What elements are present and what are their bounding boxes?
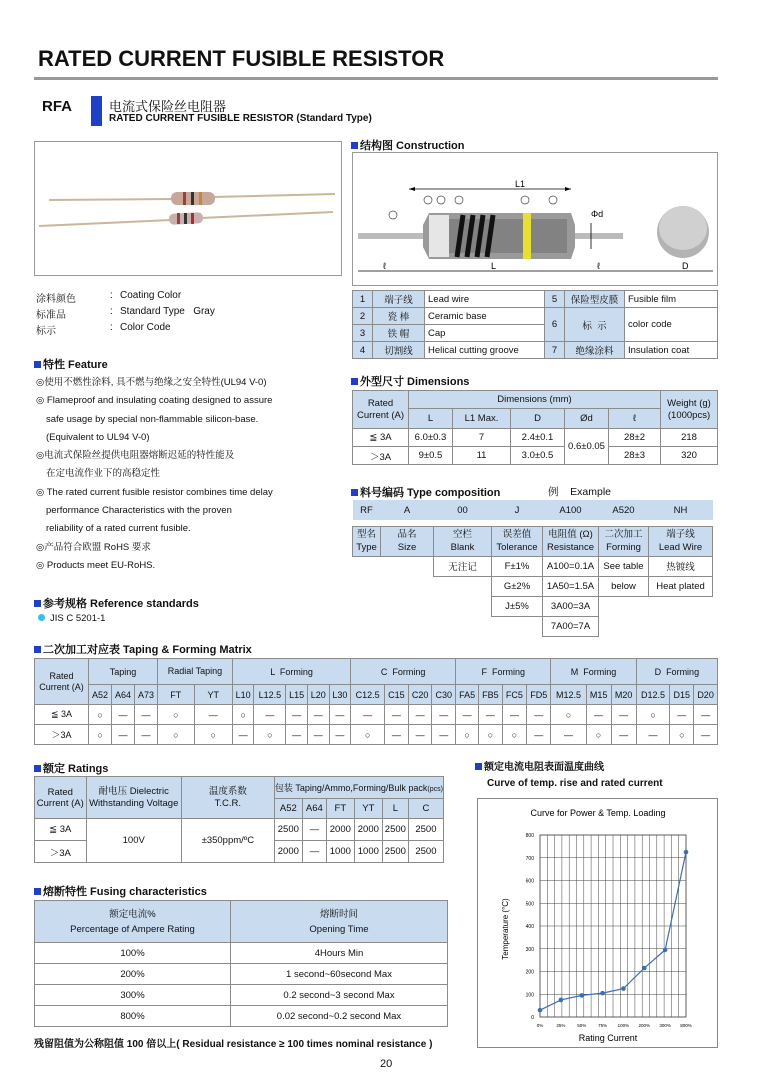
tc-tol: F±1% <box>492 556 543 576</box>
feature-list <box>36 374 273 575</box>
taping-cell: ○ <box>89 705 112 725</box>
dim-cell-od: 0.6±0.05 <box>565 429 609 465</box>
fusing-cell: 100% <box>35 943 231 964</box>
construction-heading: 结构图 Construction <box>351 137 465 153</box>
taping-cell: — <box>694 705 718 725</box>
dim-l-right: ℓ <box>597 261 600 271</box>
taping-col: FC5 <box>502 685 526 705</box>
curve-chart-box <box>477 798 718 1048</box>
series-code: RFA <box>42 98 72 115</box>
part-no: 7 <box>545 342 565 359</box>
taping-col: L30 <box>329 685 351 705</box>
ratings-cell: — <box>302 819 326 841</box>
taping-cell: — <box>329 725 351 745</box>
dim-h-dim: Dimensions (mm) <box>409 391 661 409</box>
taping-cell: — <box>307 705 329 725</box>
dim-cell: 218 <box>661 429 718 447</box>
tc-code: A100 <box>543 500 599 520</box>
chart-xtick: 50% <box>577 1023 587 1028</box>
prop-mark-colon: : <box>110 322 113 333</box>
taping-cell: — <box>408 725 432 745</box>
taping-group: L Forming <box>232 659 350 685</box>
ratings-heading: 额定 Ratings <box>34 760 108 776</box>
taping-cell: ○ <box>502 725 526 745</box>
ratings-cell: — <box>302 841 326 863</box>
taping-cell: — <box>611 725 636 745</box>
dim-cell: 7 <box>453 429 511 447</box>
feature-line: 在定电流作业下的高稳定性 <box>46 468 161 480</box>
taping-cell: ○ <box>670 725 694 745</box>
taping-cell: — <box>329 705 351 725</box>
fusing-cell: 200% <box>35 964 231 985</box>
dim-cell: 2.4±0.1 <box>511 429 565 447</box>
chart-point <box>663 948 668 953</box>
taping-h-rated: Rated Current (A) <box>35 659 89 705</box>
taping-cell: ○ <box>158 705 195 725</box>
product-photo <box>34 141 342 276</box>
tc-label: 空栏 Blank <box>434 526 492 556</box>
taping-cell: — <box>432 705 456 725</box>
taping-cell: ○ <box>232 705 254 725</box>
taping-cell: — <box>611 705 636 725</box>
taping-col: C20 <box>408 685 432 705</box>
chart-xtick: 200% <box>638 1023 651 1028</box>
taping-cell: — <box>408 705 432 725</box>
ratings-row-label: ＞3A <box>35 841 87 863</box>
chart-point <box>684 850 689 855</box>
taping-cell: — <box>527 725 551 745</box>
taping-cell: — <box>286 705 308 725</box>
chart-point <box>579 993 584 998</box>
taping-cell: — <box>254 705 286 725</box>
taping-col: L15 <box>286 685 308 705</box>
fusing-cell: 300% <box>35 985 231 1006</box>
dim-col: ℓ <box>609 409 661 429</box>
prop-coating-colon: : <box>110 290 113 301</box>
taping-table <box>34 658 718 745</box>
taping-col: FD5 <box>527 685 551 705</box>
taping-col: FB5 <box>479 685 503 705</box>
taping-col: A64 <box>112 685 135 705</box>
fusing-h-percent: 额定电流% Percentage of Ampere Rating <box>35 901 231 943</box>
feature-line: ◎电流式保险丝提供电阻器熔断迟延的特性能及 <box>36 450 235 462</box>
dim-L1: L1 <box>515 179 526 189</box>
taping-col: M15 <box>586 685 611 705</box>
ratings-col: A64 <box>302 799 326 819</box>
taping-col: L12.5 <box>254 685 286 705</box>
taping-cell: — <box>432 725 456 745</box>
curve-subtitle: Curve of temp. rise and rated current <box>487 778 663 789</box>
dim-col: D <box>511 409 565 429</box>
fusing-cell: 0.2 second~3 second Max <box>231 985 448 1006</box>
taping-cell: — <box>307 725 329 745</box>
tc-blank: 无注记 <box>434 556 492 576</box>
ratings-col: C <box>408 799 443 819</box>
part-cn: 瓷 棒 <box>373 308 425 325</box>
chart-ytick: 100 <box>525 992 534 999</box>
ratings-cell: 2500 <box>408 819 443 841</box>
taping-cell: — <box>351 705 385 725</box>
taping-col: M12.5 <box>551 685 586 705</box>
part-no: 4 <box>353 342 373 359</box>
taping-col: FA5 <box>456 685 479 705</box>
dim-L: L <box>491 261 497 271</box>
chart-ytick: 800 <box>525 833 534 839</box>
taping-cell: ○ <box>586 725 611 745</box>
bullet-icon <box>38 614 45 621</box>
chart-xtick: 0% <box>536 1023 544 1028</box>
chart-xtick: 25% <box>556 1023 566 1028</box>
chart-point <box>600 991 605 996</box>
chart-ytick: 300 <box>525 946 534 953</box>
fusing-h-time: 熔断时间 Opening Time <box>231 901 448 943</box>
feature-line: (Equivalent to UL94 V-0) <box>46 431 150 443</box>
taping-col: D20 <box>694 685 718 705</box>
taping-cell: — <box>286 725 308 745</box>
taping-cell: ○ <box>479 725 503 745</box>
tc-label: 型名 Type <box>353 526 381 556</box>
taping-col: C15 <box>385 685 409 705</box>
tc-form: See table <box>599 556 649 576</box>
chart-point <box>559 998 564 1003</box>
dim-cell: 320 <box>661 447 718 465</box>
page-number: 20 <box>380 1058 393 1070</box>
taping-cell: — <box>135 725 158 745</box>
dimensions-heading: 外型尺寸 Dimensions <box>351 373 469 389</box>
feature-line: ◎ Flameproof and insulating coating designed to assure <box>36 395 273 407</box>
part-en: Ceramic base <box>425 308 545 325</box>
taping-cell: — <box>232 725 254 745</box>
feature-line: ◎产品符合欧盟 RoHS 要求 <box>36 541 151 553</box>
feature-heading: 特性 Feature <box>34 356 108 372</box>
series-cn: 电流式保险丝电阻器 <box>109 99 227 114</box>
fusing-cell: 800% <box>35 1006 231 1027</box>
taping-col: C12.5 <box>351 685 385 705</box>
feature-line: ◎使用不燃性涂料, 具不燃与绝缘之安全特性(UL94 V-0) <box>36 377 267 388</box>
typecomp-table <box>352 500 713 637</box>
part-en: Helical cutting groove <box>425 342 545 359</box>
title-rule <box>34 77 718 80</box>
taping-cell: — <box>551 725 586 745</box>
tc-lead: 热镀线 <box>649 556 713 576</box>
ratings-cell: 2500 <box>382 841 408 863</box>
ratings-cell: 1000 <box>326 841 354 863</box>
dim-cell: 9±0.5 <box>409 447 453 465</box>
tc-code: NH <box>649 500 713 520</box>
ratings-cell: 2500 <box>408 841 443 863</box>
taping-group: M Forming <box>551 659 636 685</box>
feature-line: performance Characteristics with the proven <box>46 505 232 517</box>
prop-coating-val: Coating Color <box>120 290 182 301</box>
dim-cell: 6.0±0.3 <box>409 429 453 447</box>
series-bar <box>91 96 102 126</box>
dim-cell: 3.0±0.5 <box>511 447 565 465</box>
ratings-table <box>34 776 444 863</box>
part-cn: 标 示 <box>565 308 625 342</box>
dim-h-weight: Weight (g) (1000pcs) <box>661 391 718 429</box>
ratings-h-rated: Rated Current (A) <box>35 777 87 819</box>
tc-lead: Heat plated <box>649 576 713 596</box>
dim-col: Ød <box>565 409 609 429</box>
typecomp-example: 例 Example <box>548 486 612 498</box>
chart-ytick: 500 <box>525 901 534 908</box>
chart-point <box>538 1008 543 1013</box>
chart-ytick: 400 <box>525 924 534 930</box>
taping-cell: — <box>636 725 670 745</box>
page-title: RATED CURRENT FUSIBLE RESISTOR <box>38 46 445 71</box>
taping-group: F Forming <box>456 659 551 685</box>
taping-cell: ○ <box>456 725 479 745</box>
taping-col: C30 <box>432 685 456 705</box>
chart-xtick: 300% <box>659 1023 671 1028</box>
fusing-cell: 4Hours Min <box>231 943 448 964</box>
ratings-h-voltage: 耐电压 Dielectric Withstanding Voltage <box>86 777 181 819</box>
taping-cell: — <box>112 725 135 745</box>
ratings-cell: 2500 <box>274 819 302 841</box>
taping-cell: — <box>527 705 551 725</box>
part-en: Fusible film <box>625 291 718 308</box>
taping-col: A73 <box>135 685 158 705</box>
tc-form: below <box>599 576 649 596</box>
dim-h-rated: Rated Current (A) <box>353 391 409 429</box>
chart-ytick: 200 <box>525 969 534 976</box>
parts-table <box>352 290 718 359</box>
reference-heading: 参考规格 Reference standards <box>34 595 199 611</box>
fusing-cell: 0.02 second~0.2 second Max <box>231 1006 448 1027</box>
part-cn: 切割线 <box>373 342 425 359</box>
part-no: 2 <box>353 308 373 325</box>
ratings-cell: 2000 <box>274 841 302 863</box>
taping-cell: ○ <box>351 725 385 745</box>
ratings-cell: 2500 <box>382 819 408 841</box>
fusing-cell: 1 second~60second Max <box>231 964 448 985</box>
feature-line: reliability of a rated current fusible. <box>46 523 191 535</box>
part-cn: 绝缘涂料 <box>565 342 625 359</box>
part-no: 3 <box>353 325 373 342</box>
taping-cell: — <box>385 725 409 745</box>
ratings-cell: 1000 <box>354 841 382 863</box>
tc-label: 品名 Size <box>381 526 434 556</box>
prop-mark-val: Color Code <box>120 322 171 333</box>
taping-col: A52 <box>89 685 112 705</box>
taping-group: C Forming <box>351 659 456 685</box>
dim-cell: 28±2 <box>609 429 661 447</box>
part-en: color code <box>625 308 718 342</box>
tc-code: RF <box>353 500 381 520</box>
part-cn: 保险型皮膜 <box>565 291 625 308</box>
taping-cell: — <box>586 705 611 725</box>
taping-row-label: ＞3A <box>35 725 89 745</box>
ratings-cell: 2000 <box>326 819 354 841</box>
chart-xlabel: Rating Current <box>578 1033 638 1043</box>
taping-cell: — <box>385 705 409 725</box>
ratings-tcr: ±350ppm/ºC <box>181 819 274 863</box>
tc-res: A100=0.1A <box>543 556 599 576</box>
ratings-voltage: 100V <box>86 819 181 863</box>
chart-title: Curve for Power & Temp. Loading <box>530 808 666 818</box>
part-no: 6 <box>545 308 565 342</box>
dim-cell: ＞3A <box>353 447 409 465</box>
chart-point <box>642 966 647 971</box>
tc-label: 二次加工 Forming <box>599 526 649 556</box>
taping-cell: ○ <box>89 725 112 745</box>
feature-line: ◎ The rated current fusible resistor combines time delay <box>36 486 273 498</box>
ratings-h-pack: 包装 Taping/Ammo,Forming/Bulk pack(pcs) <box>274 777 443 799</box>
taping-cell: — <box>694 725 718 745</box>
taping-col: D15 <box>670 685 694 705</box>
feature-line: safe usage by special non-flammable silicon-base. <box>46 413 259 425</box>
chart-ytick: 600 <box>525 878 534 885</box>
taping-cell: — <box>135 705 158 725</box>
tc-res: 3A00=3A <box>543 596 599 616</box>
taping-col: M20 <box>611 685 636 705</box>
ratings-col: FT <box>326 799 354 819</box>
taping-cell: ○ <box>551 705 586 725</box>
taping-cell: ○ <box>158 725 195 745</box>
tc-code: J <box>492 500 543 520</box>
taping-cell: ○ <box>194 725 232 745</box>
taping-cell: — <box>456 705 479 725</box>
chart-ytick: 700 <box>525 855 534 862</box>
taping-cell: ○ <box>254 725 286 745</box>
ratings-col: YT <box>354 799 382 819</box>
dim-col: L1 Max. <box>453 409 511 429</box>
taping-col: FT <box>158 685 195 705</box>
tc-code: 00 <box>434 500 492 520</box>
residual-note: 残留阻值为公称阻值 100 倍以上( Residual resistance ≥ 100 times nominal resistance ) <box>34 1039 433 1050</box>
part-en: Lead wire <box>425 291 545 308</box>
part-no: 1 <box>353 291 373 308</box>
taping-group: Radial Taping <box>158 659 233 685</box>
taping-row-label: ≦ 3A <box>35 705 89 725</box>
ratings-col: A52 <box>274 799 302 819</box>
part-no: 5 <box>545 291 565 308</box>
tc-res: 1A50=1.5A <box>543 576 599 596</box>
tc-code: A520 <box>599 500 649 520</box>
reference-item: JIS C 5201-1 <box>38 613 105 624</box>
part-cn: 端子线 <box>373 291 425 308</box>
chart-ytick: 0 <box>531 1015 534 1021</box>
taping-cell: — <box>479 705 503 725</box>
prop-standard-cn: 标准品 <box>36 310 66 321</box>
construction-drawing <box>352 152 718 286</box>
prop-standard-val: Standard Type Gray <box>120 306 215 317</box>
dim-phid: Φd <box>591 209 604 219</box>
tc-label: 端子线 Lead Wire <box>649 526 713 556</box>
taping-cell: — <box>670 705 694 725</box>
part-cn: 铁 帽 <box>373 325 425 342</box>
chart-xtick: 800% <box>680 1023 692 1028</box>
prop-mark-cn: 标示 <box>36 326 56 337</box>
dim-cell: 28±3 <box>609 447 661 465</box>
taping-heading: 二次加工对应表 Taping & Forming Matrix <box>34 641 252 657</box>
dimensions-table <box>352 390 718 465</box>
dim-cell: 11 <box>453 447 511 465</box>
chart-ylabel: Temperature (°C) <box>501 898 510 960</box>
tc-label: 误差值 Tolerance <box>492 526 543 556</box>
prop-standard-colon: : <box>110 306 113 317</box>
taping-col: L10 <box>232 685 254 705</box>
taping-group: Taping <box>89 659 158 685</box>
prop-coating-cn: 涂料颜色 <box>36 294 76 305</box>
ratings-col: L <box>382 799 408 819</box>
taping-cell: — <box>194 705 232 725</box>
taping-cell: — <box>112 705 135 725</box>
fusing-table <box>34 900 448 1027</box>
curve-heading: 额定电流电阻表面温度曲线 <box>475 758 604 773</box>
ratings-row-label: ≦ 3A <box>35 819 87 841</box>
chart-xtick: 75% <box>598 1023 608 1028</box>
taping-col: L20 <box>307 685 329 705</box>
tc-tol: J±5% <box>492 596 543 616</box>
taping-cell: — <box>502 705 526 725</box>
dim-col: L <box>409 409 453 429</box>
tc-tol: G±2% <box>492 576 543 596</box>
part-en: Cap <box>425 325 545 342</box>
tc-code: A <box>381 500 434 520</box>
ratings-cell: 2000 <box>354 819 382 841</box>
chart-xtick: 100% <box>617 1023 630 1028</box>
chart-point <box>621 986 626 991</box>
taping-cell: ○ <box>636 705 670 725</box>
taping-group: D Forming <box>636 659 717 685</box>
typecomp-heading: 料号编码 Type composition <box>351 484 500 500</box>
fusing-heading: 熔断特性 Fusing characteristics <box>34 883 207 899</box>
dim-D: D <box>682 261 689 271</box>
tc-label: 电阻值 (Ω) Resistance <box>543 526 599 556</box>
taping-col: D12.5 <box>636 685 670 705</box>
feature-line: ◎ Products meet EU-RoHS. <box>36 559 156 571</box>
ratings-h-tcr: 温度系数 T.C.R. <box>181 777 274 819</box>
dim-l-left: ℓ <box>383 261 386 271</box>
tc-res: 7A00=7A <box>543 616 599 636</box>
taping-col: YT <box>194 685 232 705</box>
part-en: Insulation coat <box>625 342 718 359</box>
series-en: RATED CURRENT FUSIBLE RESISTOR (Standard Type) <box>109 113 372 124</box>
dim-cell: ≦ 3A <box>353 429 409 447</box>
